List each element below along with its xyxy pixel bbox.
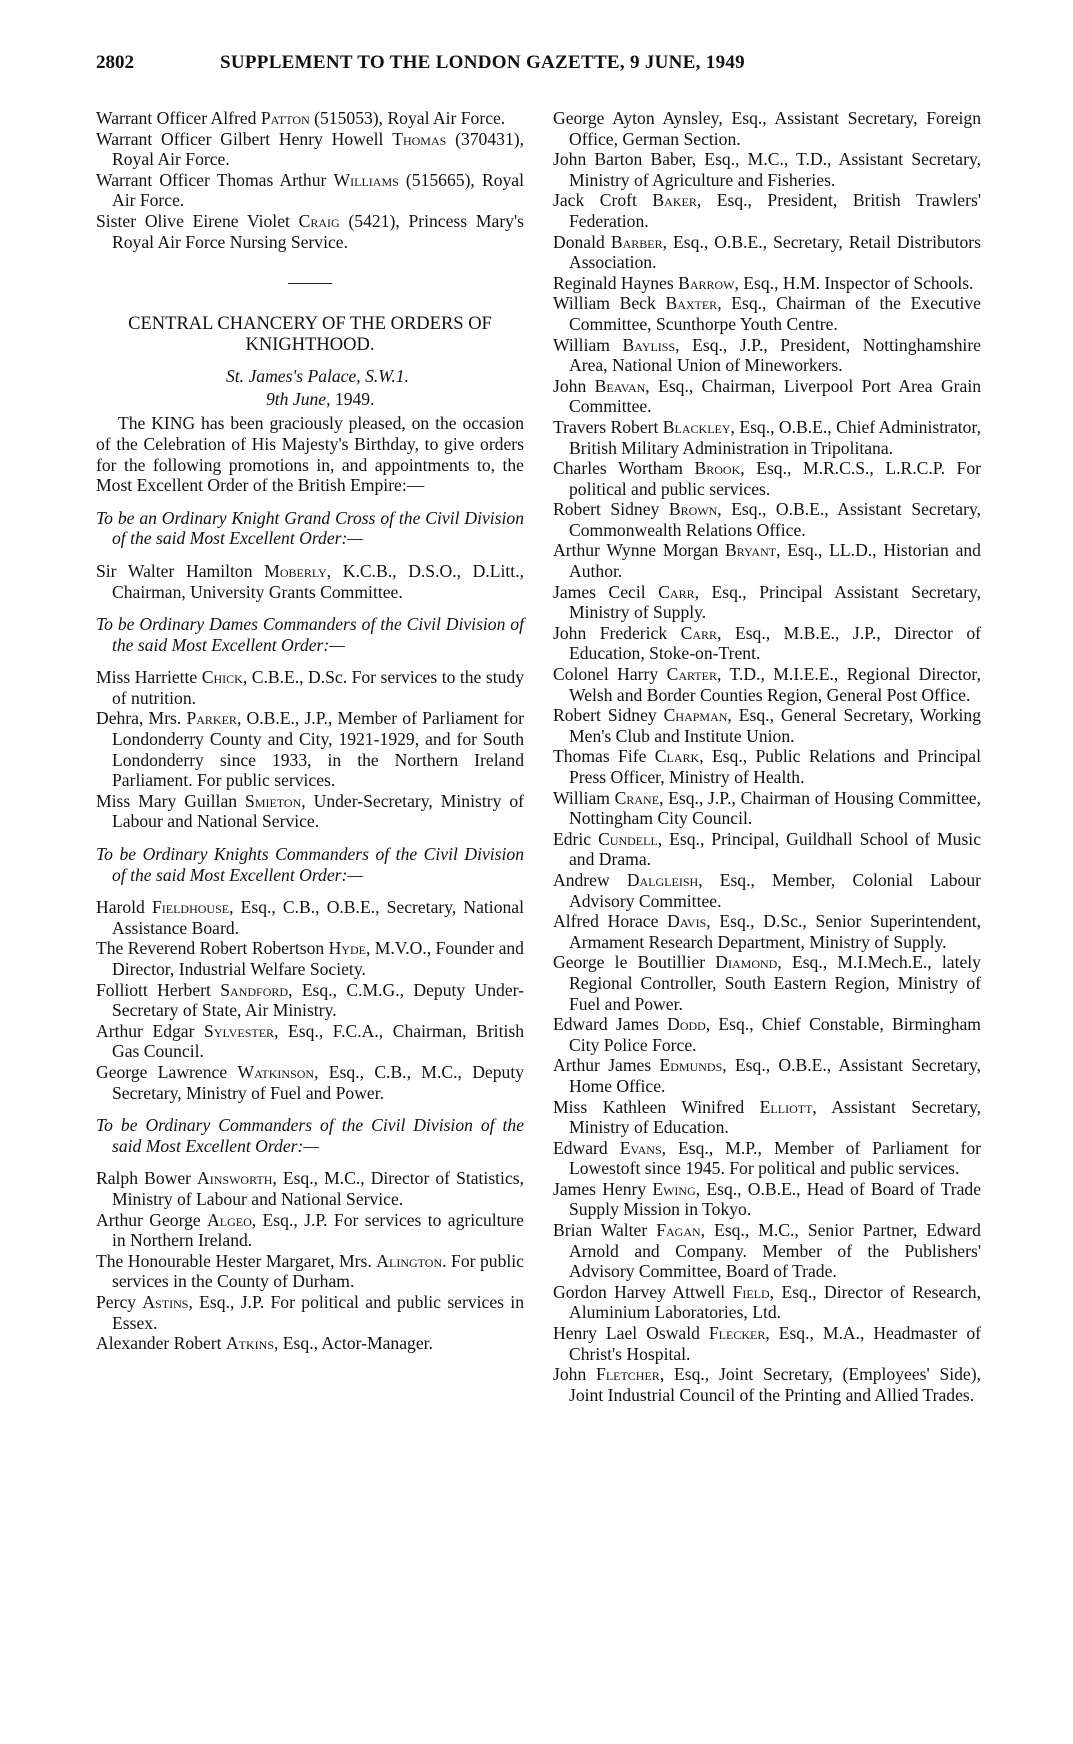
entry-details: , Esq., M.I.Mech.E., lately Regional Controller, South Eastern Region, Ministry of Fuel and Power. (569, 952, 981, 1014)
entry-surname: Beavan (594, 375, 646, 396)
left-top-list (96, 108, 524, 252)
entry-details: , Esq., D.Sc., Senior Superintendent, Armament Research Department, Ministry of Supply. (569, 911, 981, 952)
entry-surname: Fletcher (596, 1364, 660, 1385)
honour-entry (96, 108, 524, 129)
entry-surname: Parker (186, 708, 237, 729)
honour-entry (553, 829, 981, 870)
right-column (553, 108, 981, 1405)
entry-details: , Esq., C.B., M.C., Deputy Secretary, Ministry of Fuel and Power. (112, 1061, 524, 1103)
honour-entry (96, 1210, 524, 1251)
entry-surname: Ainsworth (197, 1168, 273, 1189)
entry-surname: Brown (668, 499, 718, 520)
entry-name: Warrant Officer Alfred (96, 108, 261, 128)
entry-surname: Barber (610, 231, 663, 252)
entry-name: Alfred Horace (553, 911, 668, 932)
entry-name: Robert Sidney (553, 499, 669, 520)
entry-details: , Esq., Chairman, Liverpool Port Area Grain Committee. (569, 375, 981, 417)
entry-name: William (553, 334, 623, 355)
entry-surname: Barrow (678, 272, 735, 293)
honour-entry (96, 561, 524, 602)
entry-details: , Esq., Joint Secretary, (Employees' Side), Joint Industrial Council of the Printing and Allied Trades. (569, 1364, 981, 1405)
entry-name: Edward James (553, 1014, 668, 1035)
entry-details: (5421), Princess Mary's Royal Air Force Nursing Service. (112, 210, 524, 252)
entry-surname: Brook (694, 458, 741, 479)
entry-details: , Esq., O.B.E., Assistant Secretary, Commonwealth Relations Office. (569, 499, 981, 540)
entry-surname: Diamond (715, 952, 778, 973)
entry-name: Thomas Fife (553, 746, 655, 767)
honour-entry (96, 1021, 524, 1062)
entry-name: Robert Sidney (553, 705, 664, 726)
honour-entry (553, 1364, 981, 1405)
entry-name: Sister Olive Eirene Violet (96, 210, 299, 231)
honour-entry (96, 170, 524, 211)
entry-surname: Cundell (598, 828, 658, 849)
entry-details: (515665), Royal Air Force. (112, 169, 524, 211)
entry-details: , Esq., M.P., Member of Parliament for Lowestoft since 1945. For political and public services. (569, 1137, 982, 1179)
entry-name: Warrant Officer Thomas Arthur (96, 169, 334, 190)
entry-name: William Beck (553, 293, 666, 314)
entry-details: , Esq., President, British Trawlers' Federation. (569, 190, 981, 231)
entry-name: Jack Croft (553, 190, 653, 211)
honour-entry (96, 129, 524, 170)
entry-name: Percy (96, 1291, 143, 1312)
entry-surname: Dalgleish (626, 869, 699, 890)
entry-surname: Baker (652, 190, 697, 211)
section-heading: To be Ordinary Dames Commanders of the Civil Division of the said Most Excellent Order:— (96, 614, 524, 655)
entry-details: , Esq., Public Relations and Principal Press Officer, Ministry of Health. (569, 746, 981, 787)
entry-name: Miss Harriette (96, 667, 202, 688)
honour-entry (96, 791, 524, 832)
left-column (96, 108, 524, 1354)
entry-name: John Frederick (553, 622, 681, 643)
entry-name: Warrant Officer Gilbert Henry Howell (96, 128, 393, 149)
entry-surname: Thomas (392, 128, 447, 149)
honour-entry (553, 540, 981, 581)
entry-details: , Esq., General Secretary, Working Men's Club and Institute Union. (569, 705, 981, 746)
entry-name: Colonel Harry (553, 664, 667, 685)
honour-entry (96, 938, 524, 979)
entry-surname: Carr (680, 622, 718, 643)
entry-details: (370431), Royal Air Force. (112, 128, 524, 170)
honour-entry (553, 1282, 981, 1323)
honour-entry (553, 1055, 981, 1096)
entry-name: James Cecil (553, 581, 659, 602)
running-title: SUPPLEMENT TO THE LONDON GAZETTE, 9 JUNE, 1949 (220, 52, 745, 73)
entry-details: , Esq., O.B.E., Chief Administrator, British Military Administration in Tripolitana. (569, 416, 982, 458)
honour-entry (553, 1323, 981, 1364)
entry-surname: Chick (201, 667, 243, 688)
honour-entry (553, 1220, 981, 1282)
right-entries-list (553, 108, 981, 1405)
entry-surname: Ewing (652, 1178, 696, 1199)
entry-details: , Esq., O.B.E., Secretary, Retail Distributors Association. (569, 231, 981, 273)
entry-details: , Esq., H.M. Inspector of Schools. (734, 272, 974, 293)
honour-entry (553, 1097, 981, 1138)
honour-entry (553, 273, 981, 294)
section-heading: To be an Ordinary Knight Grand Cross of the Civil Division of the said Most Excellent Order:— (96, 507, 524, 549)
entry-surname: Hyde (328, 938, 366, 959)
entry-name: Folliott Herbert (96, 979, 221, 1000)
intro-paragraph: The KING has been graciously pleased, on the occasion of the Celebration of His Majesty's Birthday, to give orders for the following promotions in, and appointments to, the Most Excellent Order of the British Empire:— (96, 413, 524, 496)
entry-details: (515053), Royal Air Force. (309, 108, 506, 128)
entry-details: , Esq., J.P. For political and public services in Essex. (112, 1291, 524, 1333)
entry-surname: Craig (298, 210, 340, 231)
entry-details: , Esq., Actor-Manager. (274, 1333, 433, 1354)
honour-entry (553, 788, 981, 829)
honour-entry (96, 1333, 524, 1354)
honour-entry (553, 190, 981, 231)
entry-surname: Blackley (662, 416, 731, 437)
entry-details: , K.C.B., D.S.O., D.Litt., Chairman, University Grants Committee. (112, 560, 524, 602)
entry-details: , C.B.E., D.Sc. For services to the study of nutrition. (112, 667, 524, 708)
honour-entry (553, 149, 981, 190)
entry-surname: Chapman (663, 705, 728, 726)
entry-name: Alexander Robert (96, 1333, 226, 1354)
honour-entry (96, 1251, 524, 1292)
entry-details: , Esq., O.B.E., Head of Board of Trade Supply Mission in Tokyo. (569, 1178, 982, 1220)
entry-surname: Bayliss (622, 334, 676, 355)
entry-details: , Esq., M.C., Director of Statistics, Ministry of Labour and National Service. (112, 1168, 525, 1209)
honour-entry (553, 664, 981, 705)
entry-details: , T.D., M.I.E.E., Regional Director, Welsh and Border Counties Region, General Post Office. (569, 664, 981, 705)
entry-details: , Esq., J.P., Chairman of Housing Committee, Nottingham City Council. (569, 787, 981, 829)
dateline-date (266, 389, 524, 410)
entry-surname: Sandford (220, 979, 289, 1000)
entry-details: , Esq., Director of Research, Aluminium Laboratories, Ltd. (569, 1281, 981, 1323)
honour-entry (553, 232, 981, 273)
date-day: 9th June, (266, 388, 331, 409)
date-year: 1949. (330, 388, 375, 409)
entry-details: , O.B.E., J.P., Member of Parliament for Londonderry County and City, 1921-1929, and for South Londonderry since 1933, in the Northern Ireland Parliament. For public services. (112, 708, 524, 791)
entry-name: Andrew (553, 869, 627, 890)
entry-details: , Esq., M.A., Headmaster of Christ's Hospital. (569, 1323, 981, 1364)
entry-name: George le Boutillier (553, 952, 716, 973)
honour-entry (553, 705, 981, 746)
entry-name: William (553, 787, 615, 808)
entry-surname: Fagan (656, 1220, 701, 1241)
section-heading: To be Ordinary Knights Commanders of the Civil Division of the said Most Excellent Order:— (96, 844, 524, 885)
entry-details: , Esq., Chairman of the Executive Committee, Scunthorpe Youth Centre. (569, 293, 981, 334)
entry-name: The Honourable Hester Margaret, Mrs. (96, 1250, 377, 1271)
entry-name: Reginald Haynes (553, 272, 679, 293)
entry-name: James Henry (553, 1178, 653, 1199)
honours-sections (96, 508, 524, 1354)
honour-entry (553, 623, 981, 664)
entry-details: , Esq., C.B., O.B.E., Secretary, National Assistance Board. (112, 897, 524, 938)
entry-details: , Esq., F.C.A., Chairman, British Gas Council. (112, 1020, 524, 1062)
entry-name: Henry Lael Oswald (553, 1323, 709, 1344)
honour-entry (553, 952, 981, 1014)
honour-entry (96, 1292, 524, 1333)
entry-name: George Ayton Aynsley, Esq., Assistant Secretary, Foreign Office, German Section. (553, 108, 981, 149)
honour-entry (96, 1062, 524, 1103)
honour-entry (96, 708, 524, 790)
entry-surname: Williams (333, 169, 399, 190)
entry-surname: Elliott (759, 1096, 813, 1117)
entry-details: , Esq., J.P., President, Nottinghamshire Area, National Union of Mineworkers. (569, 334, 981, 376)
entry-name: Edward (553, 1137, 620, 1158)
entry-details: , Esq., Principal, Guildhall School of Music and Drama. (569, 828, 981, 870)
entry-surname: Carr (658, 581, 695, 602)
page-header (96, 52, 976, 78)
entry-name: John (553, 1364, 597, 1385)
entry-surname: Evans (619, 1137, 662, 1158)
entry-details: , Esq., LL.D., Historian and Author. (569, 540, 981, 582)
entry-surname: Atkins (225, 1333, 274, 1354)
entry-details: , Under-Secretary, Ministry of Labour and National Service. (112, 790, 524, 832)
entry-surname: Field (732, 1281, 770, 1302)
entry-surname: Baxter (665, 293, 718, 314)
entry-surname: Carter (666, 664, 717, 685)
entry-name: Travers Robert (553, 416, 663, 437)
entry-surname: Alington (376, 1250, 443, 1271)
entry-name: Brian Walter (553, 1220, 657, 1241)
entry-details: , Esq., Member, Colonial Labour Advisory Committee. (569, 869, 981, 911)
entry-name: John (553, 375, 595, 396)
entry-details: , Esq., Chief Constable, Birmingham City Police Force. (569, 1014, 981, 1055)
entry-details: , Esq., M.C., Senior Partner, Edward Arnold and Company. Member of the Publishers' Advisory Committee, Board of Trade. (569, 1220, 981, 1282)
entry-name: Miss Kathleen Winifred (553, 1096, 760, 1117)
entry-surname: Moberly (264, 560, 327, 581)
honour-entry (553, 911, 981, 952)
entry-name: Charles Wortham (553, 458, 695, 479)
entry-details: , Esq., J.P. For services to agriculture in Northern Ireland. (112, 1209, 524, 1251)
entry-details: , Esq., Principal Assistant Secretary, Ministry of Supply. (569, 581, 981, 623)
honour-entry (553, 582, 981, 623)
entry-name: Edric (553, 828, 599, 849)
entry-name: Ralph Bower (96, 1168, 198, 1189)
entry-surname: Algeo (207, 1209, 252, 1230)
dateline-place: St. James's Palace, S.W.1. (226, 366, 409, 387)
entry-name: Sir Walter Hamilton (96, 560, 265, 581)
honour-entry (96, 1168, 524, 1209)
section-divider (288, 283, 332, 284)
entry-details: , Esq., O.B.E., Assistant Secretary, Home Office. (569, 1055, 981, 1096)
entry-surname: Fieldhouse (151, 897, 230, 918)
honour-entry (553, 1014, 981, 1055)
honour-entry (553, 293, 981, 334)
honour-entry (96, 211, 524, 252)
honour-entry (553, 335, 981, 376)
honour-entry (553, 1179, 981, 1220)
entry-surname: Bryant (725, 540, 777, 561)
entry-name: Arthur George (96, 1209, 208, 1230)
honour-entry (96, 667, 524, 708)
entry-name: Harold (96, 897, 152, 918)
entry-name: Gordon Harvey Attwell (553, 1281, 733, 1302)
entry-surname: Sylvester (204, 1020, 275, 1041)
honour-entry (553, 870, 981, 911)
entry-surname: Dodd (667, 1014, 706, 1035)
entry-surname: Crane (614, 787, 660, 808)
honour-entry (553, 108, 981, 149)
honour-entry (553, 376, 981, 417)
entry-surname: Edmunds (659, 1055, 723, 1076)
entry-surname: Patton (260, 108, 310, 128)
honour-entry (96, 897, 524, 938)
entry-details: , Esq., M.B.E., J.P., Director of Education, Stoke-on-Trent. (569, 622, 981, 664)
page-number: 2802 (96, 52, 134, 73)
entry-name: George Lawrence (96, 1061, 238, 1082)
entry-name: Dehra, Mrs. (96, 708, 187, 729)
entry-name: John Barton Baber, Esq., M.C., T.D., Assistant Secretary, Ministry of Agriculture and Fisheries. (553, 149, 981, 190)
entry-details: , Esq., C.M.G., Deputy Under-Secretary of State, Air Ministry. (112, 979, 525, 1021)
entry-name: Arthur James (553, 1055, 660, 1076)
entry-details: , M.V.O., Founder and Director, Industrial Welfare Society. (112, 938, 524, 979)
entry-surname: Watkinson (237, 1061, 315, 1082)
section-heading: To be Ordinary Commanders of the Civil Division of the said Most Excellent Order:— (96, 1115, 524, 1156)
honour-entry (96, 980, 524, 1021)
entry-details: . For public services in the County of Durham. (112, 1250, 524, 1292)
entry-surname: Clark (654, 746, 700, 767)
entry-surname: Flecker (708, 1323, 766, 1344)
honour-entry (553, 1138, 981, 1179)
entry-surname: Davis (667, 911, 707, 932)
honour-entry (553, 499, 981, 540)
entry-details: , Esq., M.R.C.S., L.R.C.P. For political and public services. (569, 458, 981, 499)
entry-name: Miss Mary Guillan (96, 790, 246, 811)
honour-entry (553, 746, 981, 787)
entry-name: Arthur Edgar (96, 1020, 205, 1041)
entry-name: Arthur Wynne Morgan (553, 540, 725, 561)
entry-surname: Astins (142, 1291, 189, 1312)
entry-name: Donald (553, 231, 611, 252)
entry-name: The Reverend Robert Robertson (96, 938, 329, 959)
entry-surname: Smieton (245, 790, 302, 811)
chancery-title: CENTRAL CHANCERY OF THE ORDERS OF KNIGHTHOOD. (128, 314, 492, 356)
entry-details: , Assistant Secretary, Ministry of Education. (569, 1096, 982, 1138)
honour-entry (553, 417, 981, 458)
honour-entry (553, 458, 981, 499)
